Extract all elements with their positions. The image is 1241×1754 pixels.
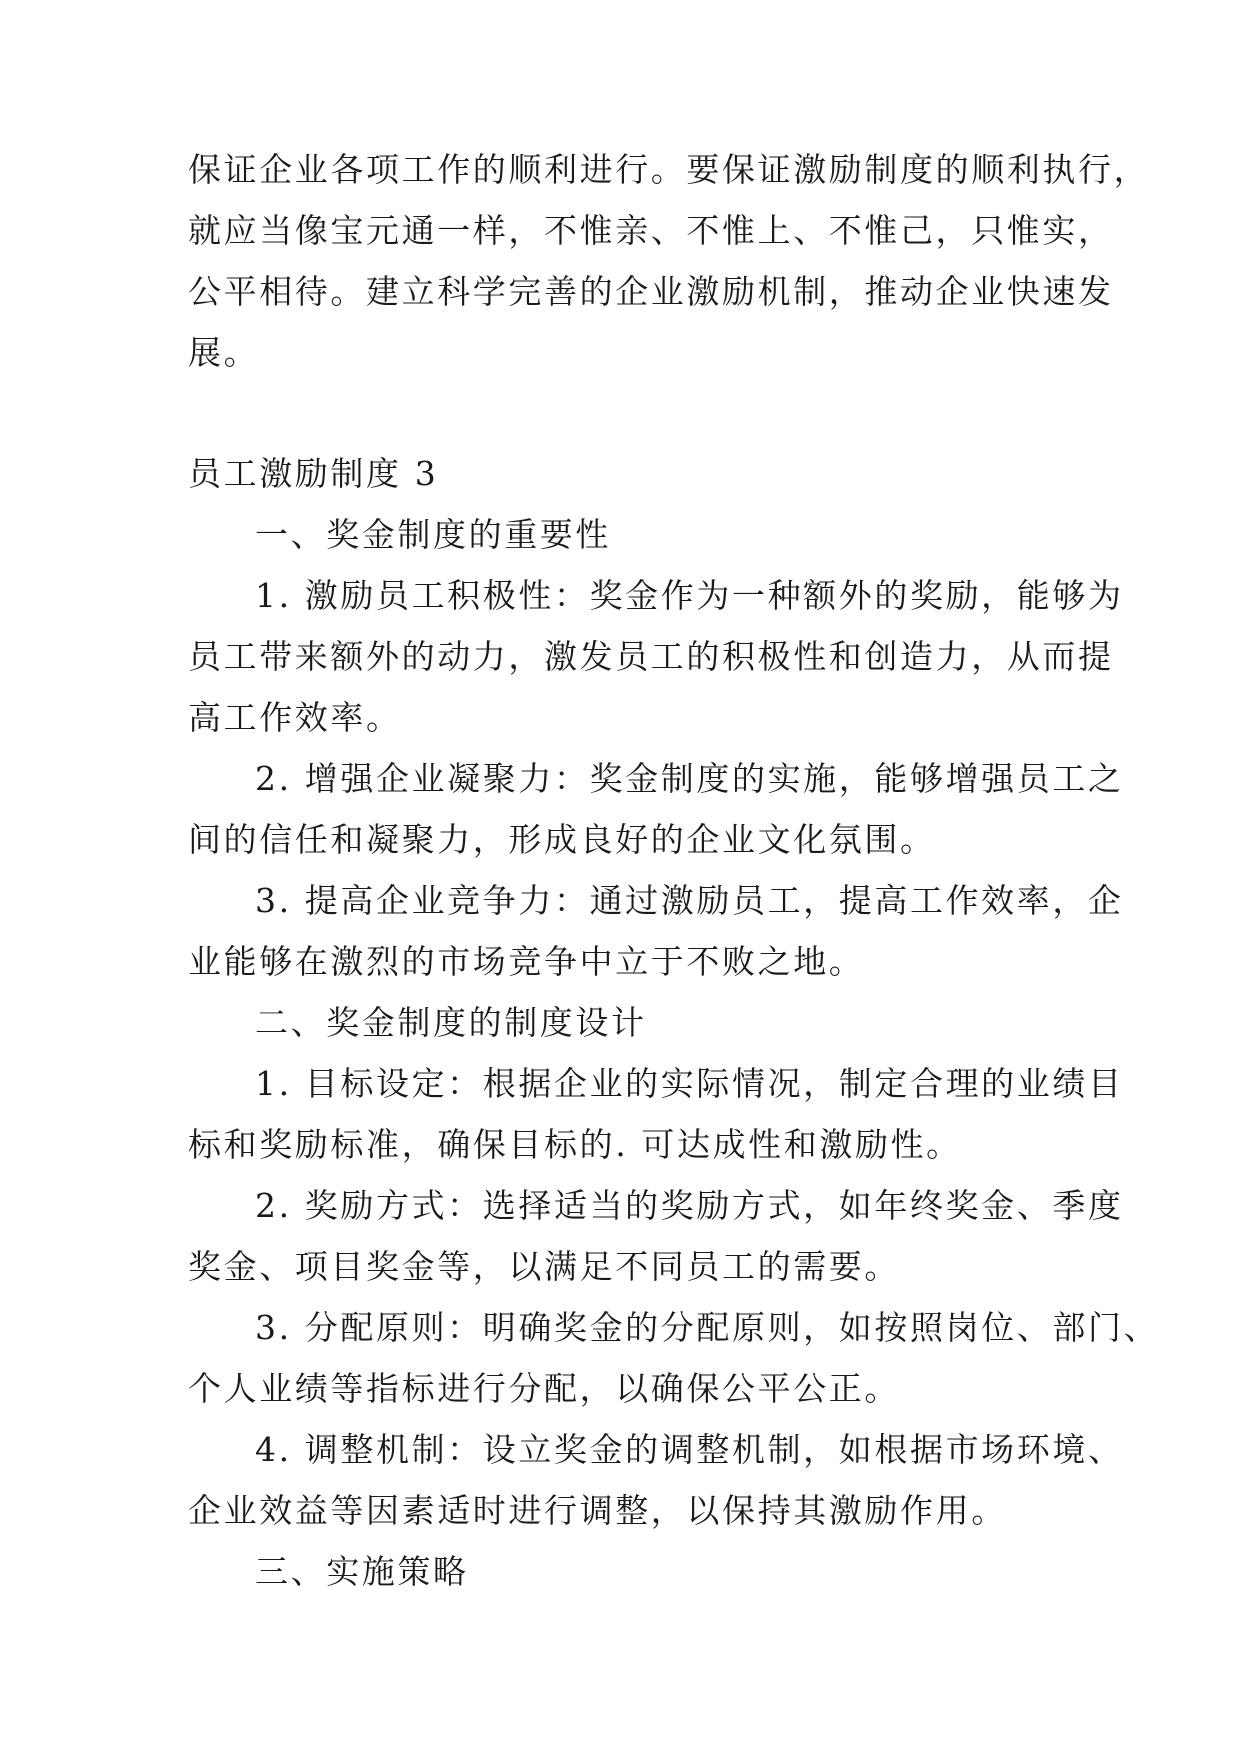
section-title: 员工激励制度 3	[188, 454, 439, 493]
paragraph-1-line-2: 员工带来额外的动力，激发员工的积极性和创造力，从而提	[188, 637, 1114, 676]
paragraph-3-line-2: 业能够在激烈的市场竞争中立于不败之地。	[188, 942, 865, 981]
design-4-line-2: 企业效益等因素适时进行调整，以保持其激励作用。	[188, 1491, 1007, 1530]
paragraph-2-line-2: 间的信任和凝聚力，形成良好的企业文化氛围。	[188, 820, 936, 859]
heading-design: 二、奖金制度的制度设计	[255, 1003, 647, 1042]
heading-strategy: 三、实施策略	[255, 1552, 469, 1591]
design-3-line-1: 3. 分配原则：明确奖金的分配原则，如按照岗位、部门、	[255, 1308, 1160, 1347]
paragraph-2-line-1: 2. 增强企业凝聚力：奖金制度的实施，能够增强员工之	[255, 759, 1124, 798]
design-3-line-2: 个人业绩等指标进行分配，以确保公平公正。	[188, 1369, 900, 1408]
design-2-line-1: 2. 奖励方式：选择适当的奖励方式，如年终奖金、季度	[255, 1186, 1124, 1225]
intro-line-4: 展。	[188, 333, 260, 372]
design-4-line-1: 4. 调整机制：设立奖金的调整机制，如根据市场环境、	[255, 1430, 1124, 1469]
paragraph-3-line-1: 3. 提高企业竞争力：通过激励员工，提高工作效率，企	[255, 881, 1124, 920]
heading-importance: 一、奖金制度的重要性	[255, 515, 611, 554]
intro-line-1: 保证企业各项工作的顺利进行。要保证激励制度的顺利执行，	[188, 150, 1150, 189]
paragraph-1-line-1: 1. 激励员工积极性：奖金作为一种额外的奖励，能够为	[255, 576, 1124, 615]
design-1-line-1: 1. 目标设定：根据企业的实际情况，制定合理的业绩目	[255, 1064, 1124, 1103]
design-1-line-2: 标和奖励标准，确保目标的. 可达成性和激励性。	[188, 1125, 962, 1164]
intro-line-2: 就应当像宝元通一样，不惟亲、不惟上、不惟己，只惟实，	[188, 211, 1114, 250]
design-2-line-2: 奖金、项目奖金等，以满足不同员工的需要。	[188, 1247, 900, 1286]
intro-line-3: 公平相待。建立科学完善的企业激励机制，推动企业快速发	[188, 272, 1114, 311]
paragraph-1-line-3: 高工作效率。	[188, 698, 402, 737]
